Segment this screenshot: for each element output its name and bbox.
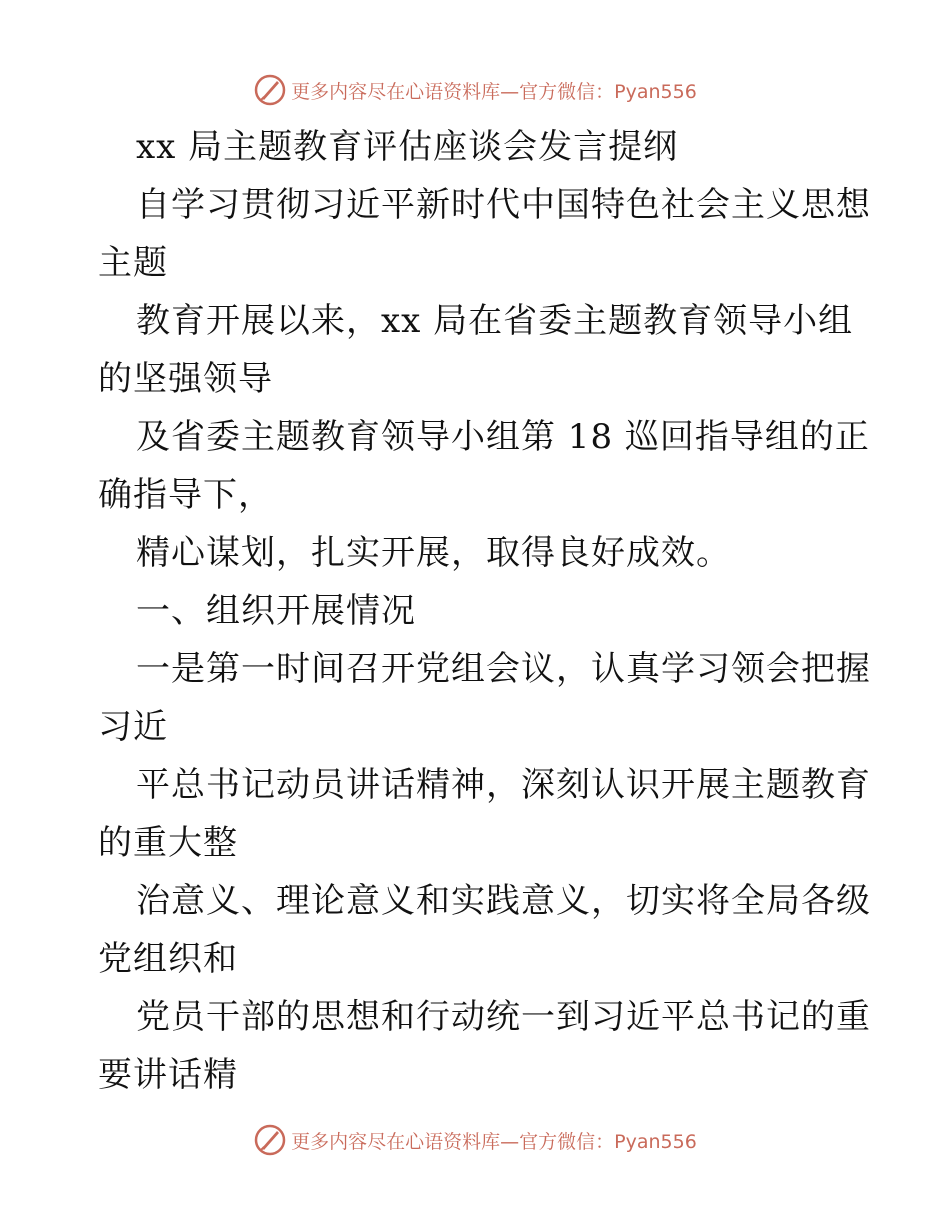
document-lines (98, 176, 871, 1104)
document-body (98, 118, 871, 1104)
paragraph-line: 一是第一时间召开党组会议，认真学习领会把握 (136, 649, 871, 689)
paragraph-line: 自学习贯彻习近平新时代中国特色社会主义思想 (136, 185, 871, 225)
header-banner-inner (253, 73, 697, 107)
paragraph-line: 要讲话精 (98, 1055, 238, 1095)
paragraph-line: 精心谋划，扎实开展，取得良好成效。 (136, 533, 731, 573)
paragraph-line: 的重大整 (98, 823, 238, 863)
footer-banner-text: 更多内容尽在心语资料库—官方微信：Pyan556 (291, 1130, 697, 1153)
header-banner-text: 更多内容尽在心语资料库—官方微信：Pyan556 (291, 80, 697, 103)
paragraph-line: 的坚强领导 (98, 359, 273, 399)
document-title: xx 局主题教育评估座谈会发言提纲 (136, 127, 679, 167)
quill-logo-icon (253, 1123, 287, 1157)
paragraph-line: 教育开展以来，xx 局在省委主题教育领导小组 (136, 301, 854, 341)
quill-logo-icon (253, 73, 287, 107)
header-banner (0, 70, 950, 110)
paragraph-line: 主题 (98, 243, 168, 283)
paragraph-line: 及省委主题教育领导小组第 18 巡回指导组的正 (136, 417, 870, 457)
paragraph-line: 确指导下， (98, 475, 273, 515)
paragraph-line: 治意义、理论意义和实践意义，切实将全局各级 (136, 881, 871, 921)
paragraph-line: 党员干部的思想和行动统一到习近平总书记的重 (136, 997, 871, 1037)
paragraph-line: 一、组织开展情况 (136, 591, 416, 631)
footer-banner-inner (253, 1123, 697, 1157)
paragraph-line: 习近 (98, 707, 168, 747)
footer-banner (0, 1120, 950, 1160)
paragraph-line: 平总书记动员讲话精神，深刻认识开展主题教育 (136, 765, 871, 805)
paragraph-line: 党组织和 (98, 939, 238, 979)
